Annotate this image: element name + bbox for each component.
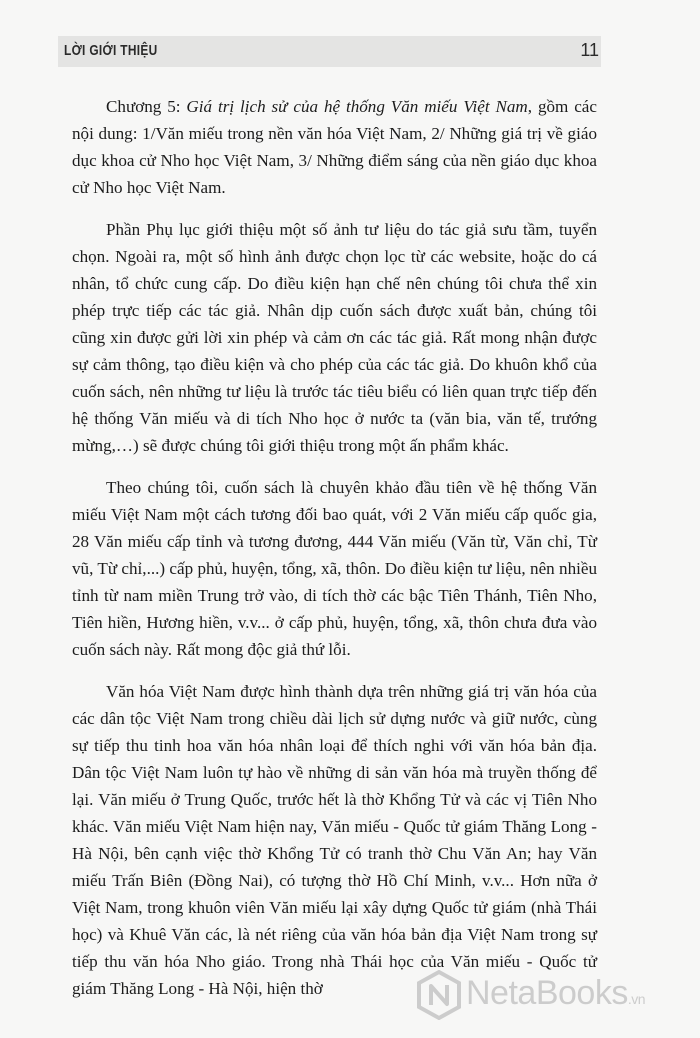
running-header (58, 36, 601, 67)
paragraph-3: Theo chúng tôi, cuốn sách là chuyên khảo đầu tiên về hệ thống Văn miếu Việt Nam một cách tương đối bao quát, với 2 Văn miếu cấp quốc gia, 28 Văn miếu cấp tỉnh và tương đương, 444 Văn miếu (Văn từ, Văn chỉ, Từ vũ, Từ chỉ,...) cấp phủ, huyện, tổng, xã, thôn. Do điều kiện tư liệu, nên nhiều tỉnh từ nam miền Trung trở vào, di tích thờ các bậc Tiên Thánh, Tiên Nho, Tiên hiền, Hương hiền, v.v... ở cấp phủ, huyện, tổng, xã, thôn chưa đưa vào cuốn sách này. Rất mong độc giả thứ lỗi. (72, 478, 597, 659)
watermark-text (466, 974, 645, 1013)
chapter-title: LỜI GIỚI THIỆU (64, 43, 158, 59)
watermark-suffix: .vn (627, 991, 646, 1007)
paragraph-1 (72, 93, 597, 201)
body-text (72, 93, 597, 1017)
chapter-5-title: Giá trị lịch sử của hệ thống Văn miếu Việt Nam (186, 97, 528, 116)
paragraph-1-rest: , gồm các nội dung: 1/Văn miếu trong nền văn hóa Việt Nam, 2/ Những giá trị về giáo dục khoa cử Nho học Việt Nam, 3/ Những điểm sáng của nền giáo dục khoa cử Nho học Việt Nam. (72, 97, 597, 197)
netabooks-logo-icon (416, 970, 462, 1020)
page-number: 11 (580, 40, 599, 60)
netabooks-watermark (416, 968, 696, 1024)
paragraph-2: Phần Phụ lục giới thiệu một số ảnh tư liệu do tác giả sưu tầm, tuyển chọn. Ngoài ra, một số hình ảnh được chọn lọc từ các website, hoặc do cá nhân, tổ chức cung cấp. Do điều kiện hạn chế nên chúng tôi chưa thể xin phép trực tiếp các tác giả. Nhân dịp cuốn sách được xuất bản, chúng tôi cũng xin được gửi lời xin phép và cảm ơn các tác giả. Rất mong nhận được sự cảm thông, tạo điều kiện và cho phép của các tác giả. Do khuôn khổ của cuốn sách, nên những tư liệu là trước tác tiêu biểu có liên quan trực tiếp đến hệ thống Văn miếu và di tích Nho học ở nước ta (văn bia, văn tế, trướng mừng,…) sẽ được chúng tôi giới thiệu trong một ấn phẩm khác. (72, 220, 597, 455)
paragraph-4: Văn hóa Việt Nam được hình thành dựa trên những giá trị văn hóa của các dân tộc Việt Nam trong chiều dài lịch sử dựng nước và giữ nước, cùng sự tiếp thu tinh hoa văn hóa nhân loại để thích nghi với văn hóa bản địa. Dân tộc Việt Nam luôn tự hào về những di sản văn hóa mà truyền thống để lại. Văn miếu ở Trung Quốc, trước hết là thờ Khổng Tử và các vị Tiên Nho khác. Văn miếu Việt Nam hiện nay, Văn miếu - Quốc tử giám Thăng Long - Hà Nội, bên cạnh việc thờ Khổng Tử có tranh thờ Chu Văn An; hay Văn miếu Trấn Biên (Đồng Nai), có tượng thờ Hồ Chí Minh, v.v... Hơn nữa ở Việt Nam, trong khuôn viên Văn miếu lại xây dựng Quốc tử giám (nhà Thái học) và Khuê Văn các, là nét riêng của văn hóa bản địa Việt Nam trong sự tiếp thu văn hóa Nho giáo. Trong nhà Thái học của Văn miếu - Quốc tử giám Thăng Long - Hà Nội, hiện thờ (72, 682, 597, 998)
paragraph-1-prefix: Chương 5: (106, 97, 187, 116)
watermark-brand: NetaBooks (466, 974, 628, 1012)
